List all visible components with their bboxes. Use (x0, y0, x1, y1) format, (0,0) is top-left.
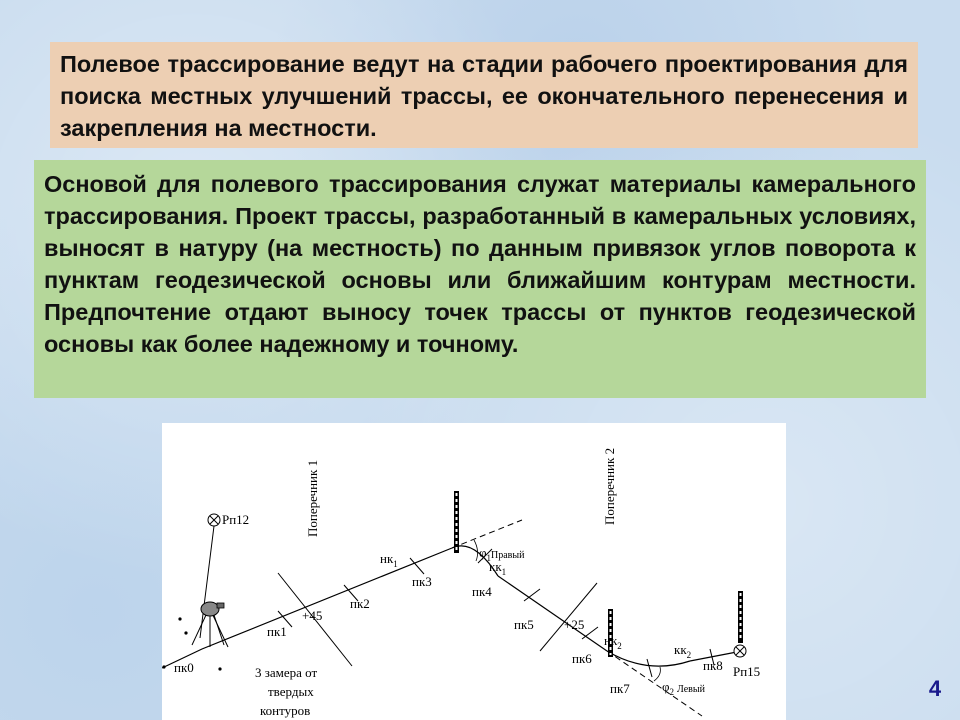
tangent-extension-1 (452, 520, 522, 548)
control-point (184, 631, 187, 634)
cross-section-1-label: Поперечник 1 (305, 459, 320, 537)
control-point (178, 617, 181, 620)
nk2-label: $нк_2$ (604, 633, 622, 651)
field-tracing-text: Полевое трассирование ведут на стадии рабочего проектирования для поиска местных улучшений трассы, ее окончательного перенесения и закрепления на местности. (60, 51, 908, 141)
measurement-note-line-3: контуров (260, 703, 311, 718)
pk7-tick (647, 659, 652, 677)
nk1-label: $нк_1$ (380, 551, 398, 569)
benchmark-12-label: Рп12 (222, 512, 250, 527)
benchmark-15-icon (734, 645, 746, 657)
sight-line-rp12 (200, 526, 214, 638)
angle-arc-2 (654, 667, 660, 681)
page-number: 4 (928, 676, 942, 701)
tracing-basis-text-block (34, 160, 926, 398)
tracing-basis-text: Основой для полевого трассирования служат материалы камерального трассирования. Проект трассы, разработанный в камеральных условиях, выносят в натуру (на местность) по данным привязок углов поворота к пунктам геодезической основы или ближайшим контурам местности. Предпочтение отдают выносу точек трассы от пунктов геодезической основы как более надежному и точному. (44, 171, 916, 357)
pk2-label: пк2 (350, 596, 370, 611)
plus45-label: +45 (302, 608, 323, 623)
control-point (162, 665, 165, 668)
kk1-label: $кк_1$ (489, 559, 507, 577)
cross-section-2-label: Поперечник 2 (602, 447, 617, 525)
pk1-label: пк1 (267, 624, 287, 639)
control-point (218, 667, 221, 670)
field-tracing-text-block (50, 42, 918, 148)
pk8-label: пк8 (703, 658, 723, 673)
benchmark-15-label: Рп15 (733, 664, 761, 679)
vertex-pole-1 (454, 491, 459, 553)
route-tracing-diagram (162, 423, 786, 720)
pk6-tick (582, 627, 598, 639)
plus25-label: +25 (564, 617, 585, 632)
benchmark-pole-15 (738, 591, 743, 643)
pk4-label: пк4 (472, 584, 492, 599)
pk7-label: пк7 (610, 681, 630, 696)
angle-2-label: $\varphi_2$ $^{Левый}$ (662, 679, 705, 697)
theodolite-icon (192, 602, 224, 647)
angle-1-label: $\varphi_1^{Правый}$ (479, 545, 525, 563)
pk5-label: пк5 (514, 617, 534, 632)
benchmark-12-icon (208, 514, 220, 526)
measurement-note-line-1: 3 замера от (255, 665, 318, 680)
kk2-label: $кк_2$ (674, 642, 692, 660)
pk6-label: пк6 (572, 651, 592, 666)
pk3-label: пк3 (412, 574, 432, 589)
measurement-note-line-2: твердых (268, 684, 314, 699)
route-line-2 (498, 576, 607, 651)
pk0-label: пк0 (174, 660, 194, 675)
